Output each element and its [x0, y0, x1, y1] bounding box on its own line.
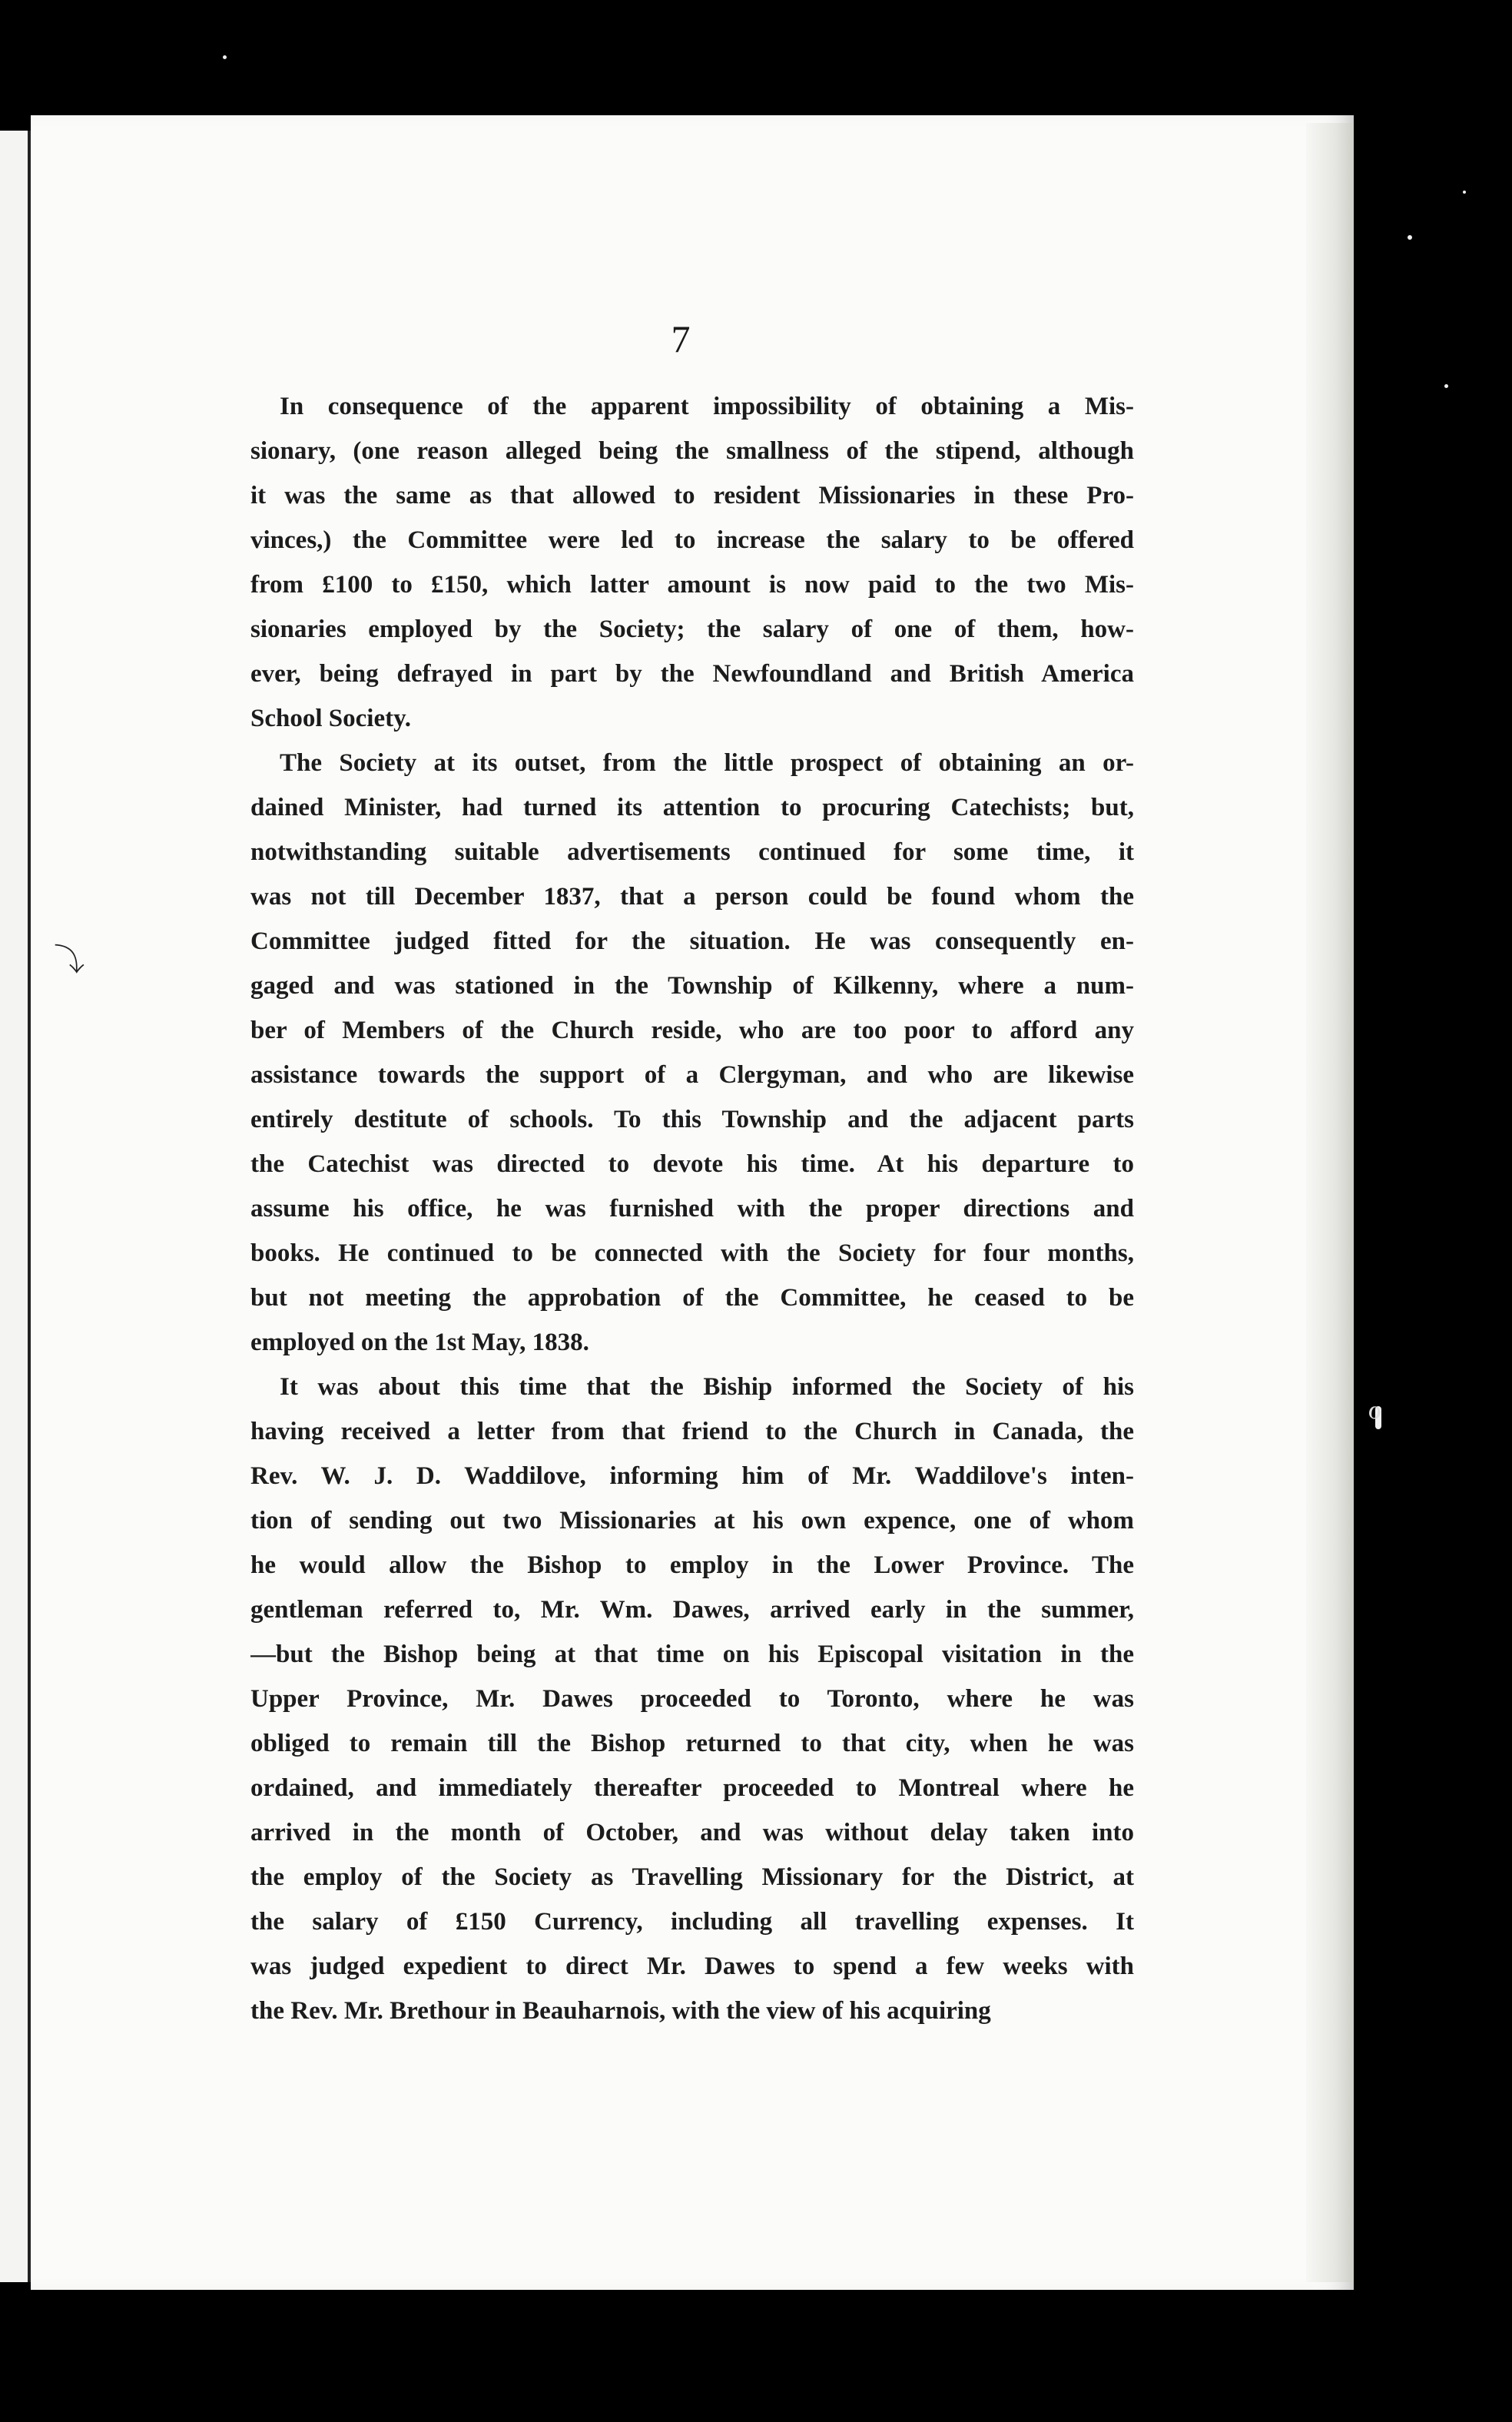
- text-line: It was about this time that the Biship informed the Society of his: [280, 1373, 1134, 1401]
- paragraph: [250, 741, 1134, 1365]
- dust-speck: [1408, 235, 1412, 240]
- paragraph: [250, 384, 1134, 741]
- page-fore-edge: [1306, 123, 1354, 2282]
- text-line: The Society at its outset, from the little prospect of obtaining an or-: [280, 749, 1134, 777]
- text-line: the Rev. Mr. Brethour in Beauharnois, with the view of his acquiring: [250, 1997, 991, 2025]
- text-line: obliged to remain till the Bishop returned to that city, when he was: [250, 1730, 1134, 1757]
- text-line: Upper Province, Mr. Dawes proceeded to Toronto, where he was: [250, 1685, 1134, 1713]
- text-line: sionaries employed by the Society; the salary of one of them, how-: [250, 615, 1134, 643]
- paragraph: [250, 1365, 1134, 2033]
- text-line: the Catechist was directed to devote his time. At his departure to: [250, 1150, 1134, 1178]
- text-line: assume his office, he was furnished with the proper directions and: [250, 1195, 1134, 1223]
- text-line: from £100 to £150, which latter amount is now paid to the two Mis-: [250, 571, 1134, 599]
- text-line: ever, being defrayed in part by the Newfoundland and British America: [250, 660, 1134, 688]
- text-line: he would allow the Bishop to employ in the Lower Province. The: [250, 1551, 1134, 1579]
- text-line: it was the same as that allowed to resident Missionaries in these Pro-: [250, 482, 1134, 509]
- text-line: notwithstanding suitable advertisements continued for some time, it: [250, 838, 1134, 866]
- pencil-mark: ℴ: [1368, 1391, 1382, 1426]
- text-line: gaged and was stationed in the Township of Kilkenny, where a num-: [250, 972, 1134, 1000]
- dust-speck: [1444, 384, 1448, 388]
- text-line: —but the Bishop being at that time on his Episcopal visitation in the: [250, 1641, 1134, 1668]
- text-line: vinces,) the Committee were led to increase the salary to be offered: [250, 526, 1134, 554]
- facing-page-edge: [0, 131, 31, 2282]
- text-line: having received a letter from that friend to the Church in Canada, the: [250, 1418, 1134, 1445]
- body-text: [250, 384, 1134, 2033]
- page-number: 7: [671, 317, 691, 360]
- text-line: assistance towards the support of a Clergyman, and who are likewise: [250, 1061, 1134, 1089]
- text-line: In consequence of the apparent impossibility of obtaining a Mis-: [280, 393, 1134, 420]
- text-line: dained Minister, had turned its attention to procuring Catechists; but,: [250, 794, 1134, 821]
- text-line: was judged expedient to direct Mr. Dawes to spend a few weeks with: [250, 1953, 1134, 1980]
- text-line: but not meeting the approbation of the Committee, he ceased to be: [250, 1284, 1134, 1312]
- text-line: books. He continued to be connected with the Society for four months,: [250, 1239, 1134, 1267]
- text-line: entirely destitute of schools. To this Township and the adjacent parts: [250, 1106, 1134, 1133]
- text-line: arrived in the month of October, and was without delay taken into: [250, 1819, 1134, 1846]
- text-line: ber of Members of the Church reside, who are too poor to afford any: [250, 1017, 1134, 1044]
- text-line: was not till December 1837, that a person could be found whom the: [250, 883, 1134, 911]
- text-line: Rev. W. J. D. Waddilove, informing him of Mr. Waddilove's inten-: [250, 1462, 1134, 1490]
- dust-speck: [223, 55, 227, 59]
- pencil-mark: ⤵: [54, 943, 85, 978]
- text-line: the employ of the Society as Travelling Missionary for the District, at: [250, 1863, 1134, 1891]
- text-line: sionary, (one reason alleged being the smallness of the stipend, although: [250, 437, 1134, 465]
- dust-speck: [1463, 191, 1466, 194]
- text-line: employed on the 1st May, 1838.: [250, 1329, 589, 1356]
- text-line: Committee judged fitted for the situation. He was consequently en-: [250, 927, 1134, 955]
- text-line: School Society.: [250, 705, 412, 732]
- text-line: tion of sending out two Missionaries at his own expence, one of whom: [250, 1507, 1134, 1534]
- text-line: the salary of £150 Currency, including all travelling expenses. It: [250, 1908, 1134, 1936]
- text-line: ordained, and immediately thereafter proceeded to Montreal where he: [250, 1774, 1134, 1802]
- text-line: gentleman referred to, Mr. Wm. Dawes, arrived early in the summer,: [250, 1596, 1134, 1624]
